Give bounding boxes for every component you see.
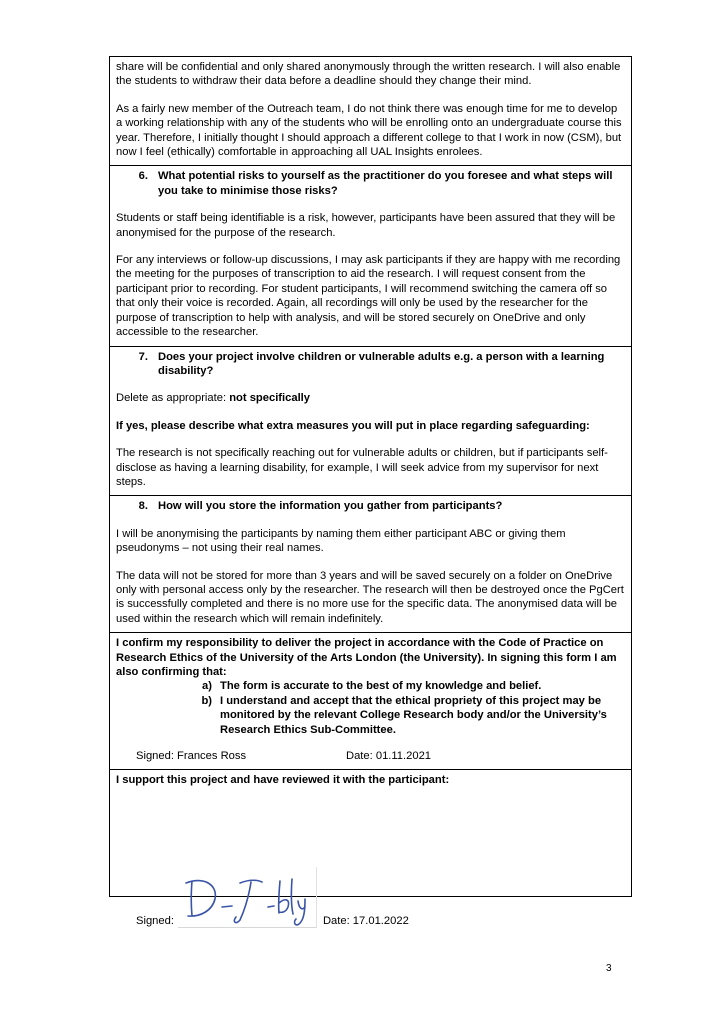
- page-number: 3: [606, 963, 612, 974]
- applicant-signature-line: [116, 749, 625, 763]
- confirmation-cell: [110, 632, 631, 769]
- confirmation-intro: I confirm my responsibility to deliver the project in accordance with the Code of Practice on Research Ethics of the University of the Arts London (the University). In signing this form I am also confirming that:: [116, 637, 617, 678]
- question-7-delete-line: [116, 391, 625, 405]
- question-7-answer: The research is not specifically reaching out for vulnerable adults or children, but if participants self-disclose as having a learning disability, for example, I will seek advice from my supervisor for next steps.: [116, 447, 608, 488]
- question-7-cell: [110, 346, 631, 496]
- confirmation-item: [116, 679, 625, 693]
- question-7-text: Does your project involve children or vulnerable adults e.g. a person with a learning disability?: [158, 350, 605, 377]
- question-6-answer-1: Students or staff being identifiable is a risk, however, participants have been assured that they will be anonymised for the purpose of the research.: [116, 212, 616, 239]
- question-8-text: How will you store the information you gather from participants?: [158, 500, 503, 513]
- supervisor-date: Date: 17.01.2022: [322, 915, 409, 928]
- section-5-continued: [110, 57, 631, 165]
- applicant-signed: Signed: Frances Ross: [136, 750, 247, 763]
- delete-value: not specifically: [229, 392, 311, 405]
- confirmation-item-text: I understand and accept that the ethical propriety of this project may be monitored by the relevant College Research body and/or the University’s Research Ethics Sub-Committee.: [220, 694, 607, 736]
- question-6-cell: [110, 165, 631, 345]
- question-8-number: 8.: [138, 500, 148, 513]
- question-8-heading: [116, 499, 625, 513]
- confirmation-list: [116, 679, 625, 737]
- question-7-heading: [116, 350, 625, 379]
- support-heading: I support this project and have reviewed it with the participant:: [116, 774, 450, 787]
- confirmation-item-label: a): [202, 680, 212, 693]
- delete-label: Delete as appropriate:: [116, 392, 230, 405]
- question-7-ifyes: If yes, please describe what extra measures you will put in place regarding safeguarding:: [116, 419, 590, 432]
- confirmation-item-text: The form is accurate to the best of my knowledge and belief.: [220, 680, 542, 693]
- supervisor-signature-box: [178, 867, 317, 928]
- question-7-number: 7.: [138, 350, 148, 363]
- applicant-date: Date: 01.11.2021: [346, 750, 432, 763]
- question-6-number: 6.: [138, 170, 148, 183]
- question-6-answer-2: For any interviews or follow-up discussions, I may ask participants if they are happy with me recording the meeting for the purposes of transcription to aid the research. I will request consent from the participant prior to recording. For student participants, I will recommend switching the camera off so that only their voice is recorded. Again, all recordings will only be used by the researcher for the purpose of transcription to help with analysis, and will be stored securely on OneDrive and only accessible to the researcher.: [116, 254, 621, 339]
- question-8-answer-2: The data will not be stored for more than 3 years and will be saved securely on a folder on OneDrive only with personal access only by the researcher. The research will then be destroyed once the PgCert is successfully completed and there is no more use for the specific data. The anonymised data will be used within the research which will remain indefinitely.: [116, 569, 624, 625]
- section-5-paragraph-1: share will be confidential and only shared anonymously through the written research. I will also enable the students to withdraw their data before a deadline should they change their mind.: [116, 61, 621, 88]
- supervisor-signature-line: [136, 867, 409, 928]
- confirmation-item: [116, 694, 625, 737]
- section-5-paragraph-2: As a fairly new member of the Outreach team, I do not think there was enough time for me to develop a working relationship with any of the students who will be enrolling onto an undergraduate course this year. Therefore, I initially thought I should approach a different college to that I work in now (CSM), but now I feel (ethically) comfortable in approaching all UAL Insights enrolees.: [116, 102, 622, 159]
- question-6-text: What potential risks to yourself as the practitioner do you foresee and what steps will you take to minimise those risks?: [158, 170, 613, 197]
- confirmation-item-label: b): [201, 694, 212, 707]
- question-6-heading: [116, 169, 625, 198]
- question-8-answer-1: I will be anonymising the participants by naming them either participant ABC or giving them pseudonyms – not using their real names.: [116, 527, 566, 555]
- question-8-cell: [110, 495, 631, 632]
- supervisor-signed-label: Signed:: [136, 915, 174, 928]
- ethics-form-table: [109, 56, 632, 928]
- supervisor-support-cell: [110, 769, 631, 928]
- handwritten-signature: [178, 867, 316, 927]
